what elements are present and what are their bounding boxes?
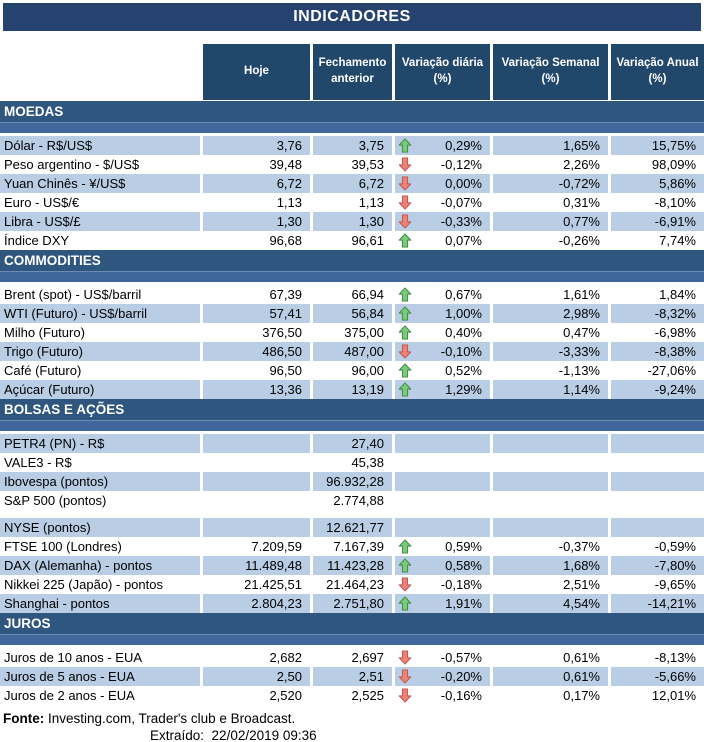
- table-row: [0, 648, 704, 667]
- cell-label: Dólar - R$/US$: [0, 136, 200, 155]
- cell-label: WTI (Futuro) - US$/barril: [0, 304, 200, 323]
- variacao-diaria-value: 0,29%: [445, 138, 482, 153]
- cell-variacao-anual: [611, 472, 704, 491]
- variacao-diaria-value: -0,33%: [440, 214, 482, 229]
- cell-variacao-anual: -0,59%: [654, 539, 696, 554]
- cell-label: Brent (spot) - US$/barril: [4, 287, 142, 302]
- section-commodities: [0, 250, 704, 399]
- cell-fechamento-anterior: 45,38: [351, 455, 384, 470]
- cell-fechamento-anterior: 375,00: [344, 325, 384, 340]
- cell-fechamento-anterior: 56,84: [313, 304, 392, 323]
- down-arrow-icon: [398, 688, 413, 703]
- cell-variacao-anual: -9,24%: [611, 380, 704, 399]
- table-row: [0, 174, 704, 193]
- cell-label: Milho (Futuro): [4, 325, 85, 340]
- cell-label: FTSE 100 (Londres): [4, 539, 122, 554]
- cell-variacao-anual: 7,74%: [659, 233, 696, 248]
- cell-variacao-semanal: -1,13%: [558, 363, 600, 378]
- cell-variacao-anual: -14,21%: [611, 594, 704, 613]
- cell-fechamento-anterior: 12.621,77: [313, 518, 392, 537]
- column-header-variacao-anual: Variação Anual (%): [611, 44, 704, 100]
- cell-variacao-semanal: -0,37%: [558, 539, 600, 554]
- cell-variacao-diaria: [395, 453, 490, 472]
- cell-hoje: 96,68: [269, 233, 302, 248]
- cell-variacao-diaria: [395, 323, 490, 342]
- table-row: [0, 342, 704, 361]
- cell-label: Euro - US$/€: [4, 195, 80, 210]
- variacao-diaria-value: 0,59%: [445, 539, 482, 554]
- cell-fechamento-anterior: 2,51: [313, 667, 392, 686]
- cell-hoje: 3,76: [203, 136, 310, 155]
- cell-label: Trigo (Futuro): [0, 342, 200, 361]
- cell-hoje: 39,48: [269, 157, 302, 172]
- cell-variacao-semanal: -3,33%: [493, 342, 608, 361]
- cell-variacao-semanal: 1,14%: [493, 380, 608, 399]
- cell-variacao-semanal: 0,61%: [563, 650, 600, 665]
- cell-label: Ibovespa (pontos): [0, 472, 200, 491]
- cell-fechamento-anterior: 96.932,28: [313, 472, 392, 491]
- section-header-moedas: MOEDAS: [0, 101, 704, 122]
- cell-variacao-anual: -8,13%: [654, 650, 696, 665]
- column-header-empty: [0, 44, 200, 100]
- cell-variacao-semanal: 2,26%: [563, 157, 600, 172]
- cell-variacao-anual: [611, 453, 704, 472]
- section-spacer: [0, 420, 704, 431]
- cell-variacao-anual: 12,01%: [651, 688, 696, 703]
- cell-hoje: 486,50: [203, 342, 310, 361]
- cell-label: PETR4 (PN) - R$: [0, 434, 200, 453]
- cell-variacao-anual: -8,10%: [654, 195, 696, 210]
- fonte-label: Fonte:: [3, 711, 45, 726]
- cell-variacao-anual: -9,65%: [654, 577, 696, 592]
- cell-variacao-diaria: [395, 212, 490, 231]
- variacao-diaria-value: 1,91%: [445, 596, 482, 611]
- table-row: [0, 686, 704, 705]
- footer: [0, 710, 704, 742]
- extracted-line: [3, 727, 704, 742]
- cell-fechamento-anterior: 7.167,39: [333, 539, 384, 554]
- variacao-diaria-value: -0,16%: [440, 688, 482, 703]
- down-arrow-icon: [398, 669, 413, 684]
- cell-variacao-anual: -8,32%: [611, 304, 704, 323]
- column-header-variacao-semanal: Variação Semanal (%): [493, 44, 608, 100]
- cell-label: VALE3 - R$: [4, 455, 72, 470]
- variacao-diaria-value: -0,18%: [440, 577, 482, 592]
- cell-label: Peso argentino - $/US$: [4, 157, 140, 172]
- cell-hoje: 1,30: [203, 212, 310, 231]
- down-arrow-icon: [398, 157, 413, 172]
- cell-variacao-semanal: [493, 453, 608, 472]
- section-spacer: [0, 271, 704, 282]
- cell-variacao-anual: -6,98%: [654, 325, 696, 340]
- column-header-row: [0, 44, 704, 100]
- up-arrow-icon: [398, 287, 413, 302]
- variacao-diaria-value: -0,57%: [440, 650, 482, 665]
- cell-label: Índice DXY: [4, 233, 70, 248]
- cell-fechamento-anterior: 3,75: [313, 136, 392, 155]
- column-header-variacao-diaria: Variação diária (%): [395, 44, 490, 100]
- up-arrow-icon: [398, 363, 413, 378]
- arrow-placeholder: [398, 493, 413, 508]
- cell-label: NYSE (pontos): [0, 518, 200, 537]
- table-row: [0, 453, 704, 472]
- cell-variacao-semanal: 1,61%: [563, 287, 600, 302]
- variacao-diaria-value: -0,10%: [440, 344, 482, 359]
- cell-variacao-semanal: 0,31%: [563, 195, 600, 210]
- extraido-timestamp: 22/02/2019 09:36: [211, 728, 317, 742]
- down-arrow-icon: [398, 650, 413, 665]
- down-arrow-icon: [398, 577, 413, 592]
- up-arrow-icon: [398, 558, 413, 573]
- variacao-diaria-value: 0,40%: [445, 325, 482, 340]
- arrow-placeholder: [398, 520, 413, 535]
- cell-fechamento-anterior: 6,72: [313, 174, 392, 193]
- table-row: [0, 361, 704, 380]
- cell-variacao-diaria: [395, 491, 490, 510]
- cell-variacao-diaria: [395, 556, 490, 575]
- cell-fechamento-anterior: 2.774,88: [333, 493, 384, 508]
- variacao-diaria-value: 0,52%: [445, 363, 482, 378]
- down-arrow-icon: [398, 195, 413, 210]
- cell-variacao-semanal: 0,47%: [563, 325, 600, 340]
- cell-variacao-anual: [611, 491, 704, 510]
- cell-hoje: 13,36: [203, 380, 310, 399]
- section-juros: [0, 613, 704, 705]
- cell-hoje: 11.489,48: [203, 556, 310, 575]
- cell-variacao-semanal: 0,17%: [563, 688, 600, 703]
- cell-variacao-anual: -7,80%: [611, 556, 704, 575]
- variacao-diaria-value: 0,07%: [445, 233, 482, 248]
- cell-variacao-semanal: [493, 434, 608, 453]
- page-title: INDICADORES: [3, 3, 701, 31]
- cell-label: Yuan Chinês - ¥/US$: [0, 174, 200, 193]
- table-row: [0, 537, 704, 556]
- cell-variacao-diaria: [395, 594, 490, 613]
- cell-hoje: [203, 472, 310, 491]
- table-row: [0, 323, 704, 342]
- cell-variacao-anual: -5,66%: [611, 667, 704, 686]
- cell-fechamento-anterior: 27,40: [313, 434, 392, 453]
- cell-fechamento-anterior: 487,00: [313, 342, 392, 361]
- table-body: [0, 101, 704, 705]
- cell-hoje: 57,41: [203, 304, 310, 323]
- section-spacer: [0, 122, 704, 133]
- cell-label: S&P 500 (pontos): [4, 493, 107, 508]
- cell-fechamento-anterior: 13,19: [313, 380, 392, 399]
- cell-fechamento-anterior: 39,53: [351, 157, 384, 172]
- cell-variacao-diaria: [395, 667, 490, 686]
- cell-variacao-anual: 15,75%: [611, 136, 704, 155]
- up-arrow-icon: [398, 596, 413, 611]
- cell-fechamento-anterior: 2,525: [351, 688, 384, 703]
- cell-hoje: 67,39: [269, 287, 302, 302]
- section-spacer: [0, 634, 704, 645]
- cell-hoje: 2,520: [269, 688, 302, 703]
- cell-label: Nikkei 225 (Japão) - pontos: [4, 577, 163, 592]
- cell-hoje: 2,50: [203, 667, 310, 686]
- variacao-diaria-value: 0,58%: [445, 558, 482, 573]
- cell-hoje: 6,72: [203, 174, 310, 193]
- table-row: [0, 380, 704, 399]
- table-row: [0, 285, 704, 304]
- cell-label: DAX (Alemanha) - pontos: [0, 556, 200, 575]
- cell-variacao-anual: -6,91%: [611, 212, 704, 231]
- cell-variacao-diaria: [395, 518, 490, 537]
- cell-label: Juros de 2 anos - EUA: [4, 688, 135, 703]
- cell-hoje: [203, 518, 310, 537]
- table-row: [0, 575, 704, 594]
- table-row: [0, 556, 704, 575]
- cell-variacao-diaria: [395, 575, 490, 594]
- cell-variacao-diaria: [395, 304, 490, 323]
- up-arrow-icon: [398, 539, 413, 554]
- cell-hoje: 2.804,23: [203, 594, 310, 613]
- cell-hoje: 2,682: [269, 650, 302, 665]
- cell-variacao-diaria: [395, 231, 490, 250]
- table-row: [0, 434, 704, 453]
- table-row: [0, 518, 704, 537]
- cell-variacao-anual: [611, 434, 704, 453]
- down-arrow-icon: [398, 344, 413, 359]
- cell-variacao-semanal: -0,72%: [493, 174, 608, 193]
- cell-label: Juros de 5 anos - EUA: [0, 667, 200, 686]
- cell-variacao-anual: -8,38%: [611, 342, 704, 361]
- source-line: [3, 710, 704, 727]
- variacao-diaria-value: -0,20%: [440, 669, 482, 684]
- cell-variacao-diaria: [395, 648, 490, 667]
- cell-variacao-semanal: 1,68%: [493, 556, 608, 575]
- variacao-diaria-value: -0,12%: [440, 157, 482, 172]
- section-header-commodities: COMMODITIES: [0, 250, 704, 271]
- cell-fechamento-anterior: 96,61: [351, 233, 384, 248]
- cell-fechamento-anterior: 21.464,23: [326, 577, 384, 592]
- column-header-fechamento: Fechamento anterior: [313, 44, 392, 100]
- up-arrow-icon: [398, 306, 413, 321]
- cell-variacao-diaria: [395, 193, 490, 212]
- table-row: [0, 491, 704, 510]
- table-row: [0, 231, 704, 250]
- variacao-diaria-value: 1,00%: [445, 306, 482, 321]
- cell-variacao-anual: 1,84%: [659, 287, 696, 302]
- cell-variacao-diaria: [395, 155, 490, 174]
- table-row: [0, 472, 704, 491]
- cell-variacao-semanal: 0,77%: [493, 212, 608, 231]
- cell-hoje: [203, 434, 310, 453]
- table-row: [0, 212, 704, 231]
- arrow-placeholder: [398, 455, 413, 470]
- variacao-diaria-value: 1,29%: [445, 382, 482, 397]
- table-row: [0, 155, 704, 174]
- cell-fechamento-anterior: 1,13: [358, 195, 384, 210]
- cell-hoje: [203, 453, 310, 472]
- table-row: [0, 667, 704, 686]
- cell-fechamento-anterior: 66,94: [351, 287, 384, 302]
- cell-variacao-diaria: [395, 342, 490, 361]
- table-row: [0, 136, 704, 155]
- section-header-juros: JUROS: [0, 613, 704, 634]
- cell-fechamento-anterior: 96,00: [351, 363, 384, 378]
- cell-variacao-diaria: [395, 537, 490, 556]
- down-arrow-icon: [398, 176, 413, 191]
- column-header-hoje: Hoje: [203, 44, 310, 100]
- table-row: [0, 594, 704, 613]
- table-row: [0, 304, 704, 323]
- cell-variacao-anual: -27,06%: [647, 363, 696, 378]
- cell-variacao-semanal: 2,51%: [563, 577, 600, 592]
- section-header-bolsas-e-acoes: BOLSAS E AÇÕES: [0, 399, 704, 420]
- cell-variacao-diaria: [395, 136, 490, 155]
- table-row: [0, 193, 704, 212]
- up-arrow-icon: [398, 233, 413, 248]
- cell-variacao-diaria: [395, 380, 490, 399]
- cell-variacao-diaria: [395, 434, 490, 453]
- cell-variacao-anual: 5,86%: [611, 174, 704, 193]
- cell-variacao-semanal: 2,98%: [493, 304, 608, 323]
- section-moedas: [0, 101, 704, 250]
- cell-label: Juros de 10 anos - EUA: [4, 650, 143, 665]
- down-arrow-icon: [398, 214, 413, 229]
- cell-variacao-semanal: [493, 518, 608, 537]
- cell-variacao-diaria: [395, 472, 490, 491]
- cell-variacao-diaria: [395, 174, 490, 193]
- cell-label: Shanghai - pontos: [0, 594, 200, 613]
- fonte-text: Investing.com, Trader's club e Broadcast.: [48, 711, 296, 726]
- cell-label: Libra - US$/£: [0, 212, 200, 231]
- up-arrow-icon: [398, 382, 413, 397]
- cell-variacao-anual: 98,09%: [651, 157, 696, 172]
- cell-variacao-diaria: [395, 361, 490, 380]
- variacao-diaria-value: -0,07%: [440, 195, 482, 210]
- cell-fechamento-anterior: 1,30: [313, 212, 392, 231]
- cell-hoje: 376,50: [262, 325, 302, 340]
- arrow-placeholder: [398, 474, 413, 489]
- variacao-diaria-value: 0,00%: [445, 176, 482, 191]
- extraido-label: Extraído:: [150, 728, 205, 742]
- cell-hoje: [203, 491, 310, 510]
- cell-variacao-diaria: [395, 686, 490, 705]
- cell-hoje: 21.425,51: [244, 577, 302, 592]
- cell-variacao-anual: [611, 518, 704, 537]
- cell-fechamento-anterior: 2,697: [351, 650, 384, 665]
- cell-variacao-semanal: [493, 472, 608, 491]
- arrow-placeholder: [398, 436, 413, 451]
- up-arrow-icon: [398, 325, 413, 340]
- up-arrow-icon: [398, 138, 413, 153]
- cell-variacao-diaria: [395, 285, 490, 304]
- cell-variacao-semanal: [493, 491, 608, 510]
- section-bolsas-e-acoes: [0, 399, 704, 613]
- cell-label: Café (Futuro): [4, 363, 82, 378]
- cell-variacao-semanal: 4,54%: [493, 594, 608, 613]
- cell-hoje: 1,13: [276, 195, 302, 210]
- cell-variacao-semanal: 0,61%: [493, 667, 608, 686]
- cell-fechamento-anterior: 11.423,28: [313, 556, 392, 575]
- cell-variacao-semanal: -0,26%: [558, 233, 600, 248]
- cell-hoje: 96,50: [269, 363, 302, 378]
- variacao-diaria-value: 0,67%: [445, 287, 482, 302]
- cell-label: Açúcar (Futuro): [0, 380, 200, 399]
- cell-variacao-semanal: 1,65%: [493, 136, 608, 155]
- cell-hoje: 7.209,59: [251, 539, 302, 554]
- cell-fechamento-anterior: 2.751,80: [313, 594, 392, 613]
